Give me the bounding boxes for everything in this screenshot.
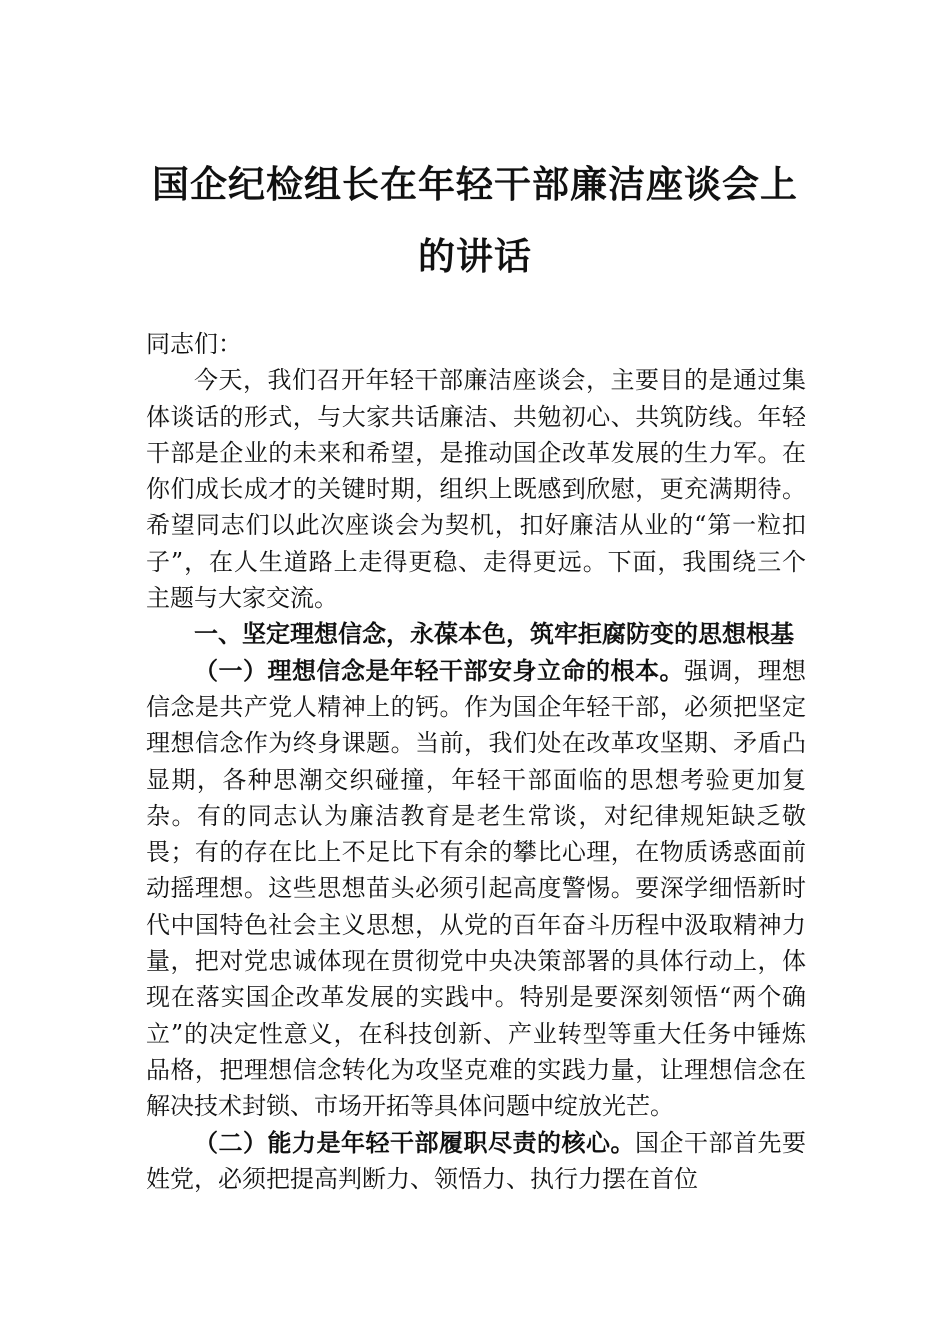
section-heading-1: 一、坚定理想信念，永葆本色，筑牢拒腐防变的思想根基 — [194, 620, 794, 649]
intro-paragraph: 今天，我们召开年轻干部廉洁座谈会，主要目的是通过集体谈话的形式，与大家共话廉洁、共勉初心、共筑防线。年轻干部是企业的未来和希望，是推动国企改革发展的生力军。在你们成长成才的关键时期，组织上既感到欣慰，更充满期待。希望同志们以此次座谈会为契机，扣好廉洁从业的“第一粒扣子”，在人生道路上走得更稳、走得更远。下面，我围绕三个主题与大家交流。 — [146, 366, 806, 613]
subsection-2-text: 国企干部首先要姓党，必须把提高判断力、领悟力、执行力摆在首位 — [146, 1128, 806, 1193]
salutation: 同志们： — [146, 330, 242, 358]
subsection-1-text: 强调，理想信念是共产党人精神上的钙。作为国企年轻干部，必须把坚定理想信念作为终身课题。当前，我们处在改革攻坚期、矛盾凸显期，各种思潮交织碰撞，年轻干部面临的思想考验更加复杂。有的同志认为廉洁教育是老生常谈，对纪律规矩缺乏敬畏；有的存在比上不足比下有余的攀比心理，在物质诱惑面前动摇理想。这些思想苗头必须引起高度警惕。要深学细悟新时代中国特色社会主义思想，从党的百年奋斗历程中汲取精神力量，把对党忠诚体现在贯彻党中央决策部署的具体行动上，体现在落实国企改革发展的实践中。特别是要深刻领悟“两个确立”的决定性意义，在科技创新、产业转型等重大任务中锤炼品格，把理想信念转化为攻坚克难的实践力量，让理想信念在解决技术封锁、市场开拓等具体问题中绽放光芒。 — [146, 656, 806, 1121]
subsection-1-paragraph — [146, 653, 806, 1125]
document-title: 国企纪检组长在年轻干部廉洁座谈会上的讲话 — [152, 162, 798, 278]
subsection-1-lead: （一）理想信念是年轻干部安身立命的根本。 — [194, 655, 684, 685]
subsection-2-lead: （二）能力是年轻干部履职尽责的核心。 — [194, 1127, 635, 1157]
subsection-2-paragraph — [146, 1125, 806, 1198]
document-body — [146, 326, 806, 1197]
